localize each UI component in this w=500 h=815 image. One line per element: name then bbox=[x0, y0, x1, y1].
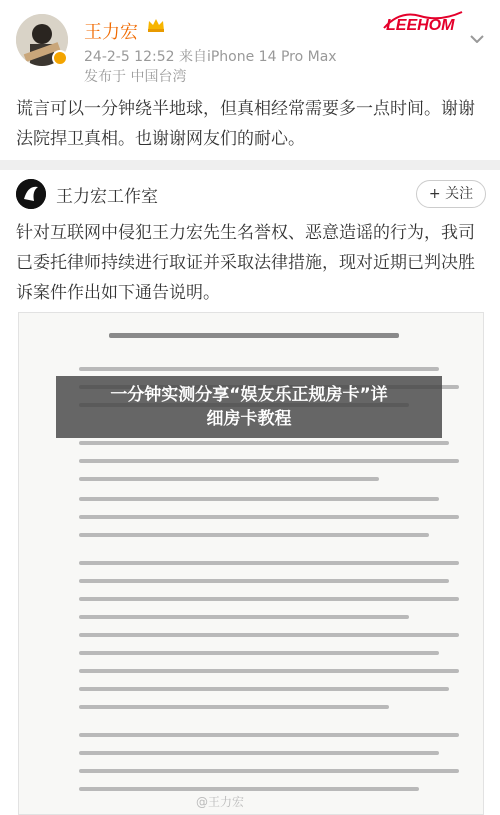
studio-avatar[interactable] bbox=[16, 179, 46, 209]
studio-logo-icon bbox=[16, 179, 46, 209]
weibo-post-wanglihom bbox=[0, 0, 500, 160]
more-options-icon[interactable] bbox=[470, 28, 484, 36]
post-text: 谎言可以一分钟绕半地球，但真相经常需要多一点时间。谢谢法院捍卫真相。也谢谢网友们的耐心。 bbox=[16, 99, 475, 149]
studio-name[interactable]: 王力宏工作室 bbox=[56, 187, 158, 207]
svg-text:LEEHOM: LEEHOM bbox=[386, 17, 455, 34]
overlay-line-1: 一分钟实测分享“娱友乐正规房卡”详 bbox=[110, 385, 388, 405]
follow-button[interactable]: + 关注 bbox=[416, 180, 486, 208]
promo-overlay-banner[interactable] bbox=[56, 376, 442, 438]
author-name[interactable]: 王力宏 bbox=[84, 22, 138, 43]
studio-post-text: 针对互联网中侵犯王力宏先生名誉权、恶意造谣的行为，我司已委托律师持续进行取证并采取法律措施，现对近期已判决胜诉案件作出如下通告说明。 bbox=[16, 223, 475, 303]
verified-badge-icon bbox=[52, 50, 68, 66]
overlay-line-2: 细房卡教程 bbox=[206, 409, 292, 429]
post-time-device: 24-2-5 12:52 来自iPhone 14 Pro Max bbox=[84, 49, 337, 65]
watermark: @王力宏 bbox=[196, 795, 245, 809]
vip-crown-icon bbox=[146, 17, 166, 33]
fan-badge-image bbox=[380, 6, 466, 38]
post-location: 发布于 中国台湾 bbox=[84, 69, 187, 85]
